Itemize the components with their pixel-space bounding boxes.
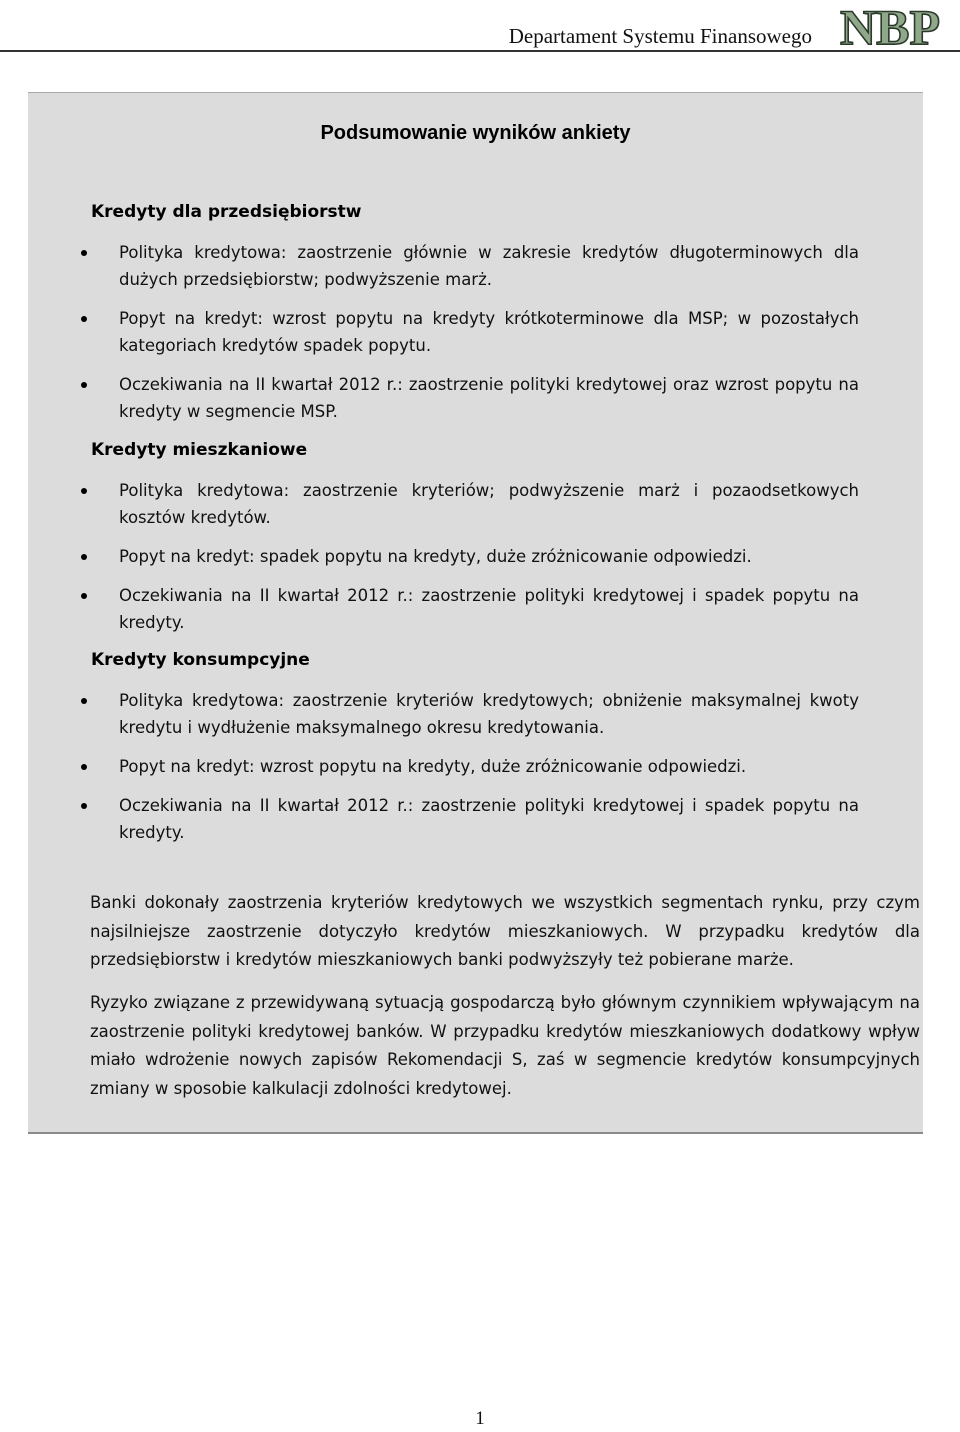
list-item — [119, 543, 859, 570]
bullet-icon — [81, 764, 87, 770]
bullet-icon — [81, 554, 87, 560]
summary-title: Podsumowanie wyników ankiety — [320, 122, 631, 144]
list-item-text: Oczekiwania na II kwartał 2012 r.: zaostrzenie polityki kredytowej oraz wzrost popytu na kredyty w segmencie MSP. — [119, 375, 859, 421]
list-item — [119, 687, 859, 741]
list-item-text: Popyt na kredyt: spadek popytu na kredyty, duże zróżnicowanie odpowiedzi. — [119, 547, 752, 566]
list-item — [119, 239, 859, 293]
list-item-text: Polityka kredytowa: zaostrzenie kryteriów kredytowych; obniżenie maksymalnej kwoty kredytu i wydłużenie maksymalnego okresu kredytowania. — [119, 691, 859, 737]
list-item-text: Popyt na kredyt: wzrost popytu na kredyty, duże zróżnicowanie odpowiedzi. — [119, 757, 747, 776]
nbp-logo — [828, 2, 952, 50]
section-heading-enterprises: Kredyty dla przedsiębiorstw — [91, 202, 362, 222]
bullet-icon — [81, 698, 87, 704]
bullet-icon — [81, 316, 87, 322]
list-item — [119, 753, 859, 780]
list-item-text: Polityka kredytowa: zaostrzenie głównie w zakresie kredytów długoterminowych dla dużych przedsiębiorstw; podwyższenie marż. — [119, 243, 859, 289]
bullet-icon — [81, 250, 87, 256]
list-item-text: Oczekiwania na II kwartał 2012 r.: zaostrzenie polityki kredytowej i spadek popytu na kredyty. — [119, 586, 859, 632]
list-item — [119, 477, 859, 531]
nbp-logo-text: NBP — [840, 2, 940, 50]
bullet-icon — [81, 593, 87, 599]
bullet-icon — [81, 488, 87, 494]
list-item — [119, 792, 859, 846]
list-item-text: Oczekiwania na II kwartał 2012 r.: zaostrzenie polityki kredytowej i spadek popytu na kredyty. — [119, 796, 859, 842]
bullet-icon — [81, 803, 87, 809]
summary-paragraph: Ryzyko związane z przewidywaną sytuacją gospodarczą było głównym czynnikiem wpływającym na zaostrzenie polityki kredytowej banków. W przypadku kredytów mieszkaniowych dodatkowy wpływ miało wdrożenie nowych zapisów Rekomendacji S, zaś w segmencie kredytów konsumpcyjnych zmiany w sposobie kalkulacji zdolności kredytowej. — [90, 993, 920, 1098]
section-heading-consumer: Kredyty konsumpcyjne — [91, 650, 310, 670]
bullet-icon — [81, 382, 87, 388]
list-item-text: Popyt na kredyt: wzrost popytu na kredyty krótkoterminowe dla MSP; w pozostałych kategoriach kredytów spadek popytu. — [119, 309, 859, 355]
section-heading-housing: Kredyty mieszkaniowe — [91, 440, 308, 460]
list-item — [119, 305, 859, 359]
list-item — [119, 371, 859, 425]
summary-box — [28, 92, 923, 1134]
page-number: 1 — [475, 1408, 485, 1429]
header-divider — [0, 50, 960, 52]
list-item-text: Polityka kredytowa: zaostrzenie kryteriów; podwyższenie marż i pozaodsetkowych kosztów kredytów. — [119, 481, 859, 527]
list-item — [119, 582, 859, 636]
summary-paragraph: Banki dokonały zaostrzenia kryteriów kredytowych we wszystkich segmentach rynku, przy czym najsilniejsze zaostrzenie dotyczyło kredytów mieszkaniowych. W przypadku kredytów dla przedsiębiorstw i kredytów mieszkaniowych banki podwyższyły też pobierane marże. — [90, 893, 920, 969]
page-header — [0, 0, 960, 52]
department-title: Departament Systemu Finansowego — [508, 24, 812, 48]
